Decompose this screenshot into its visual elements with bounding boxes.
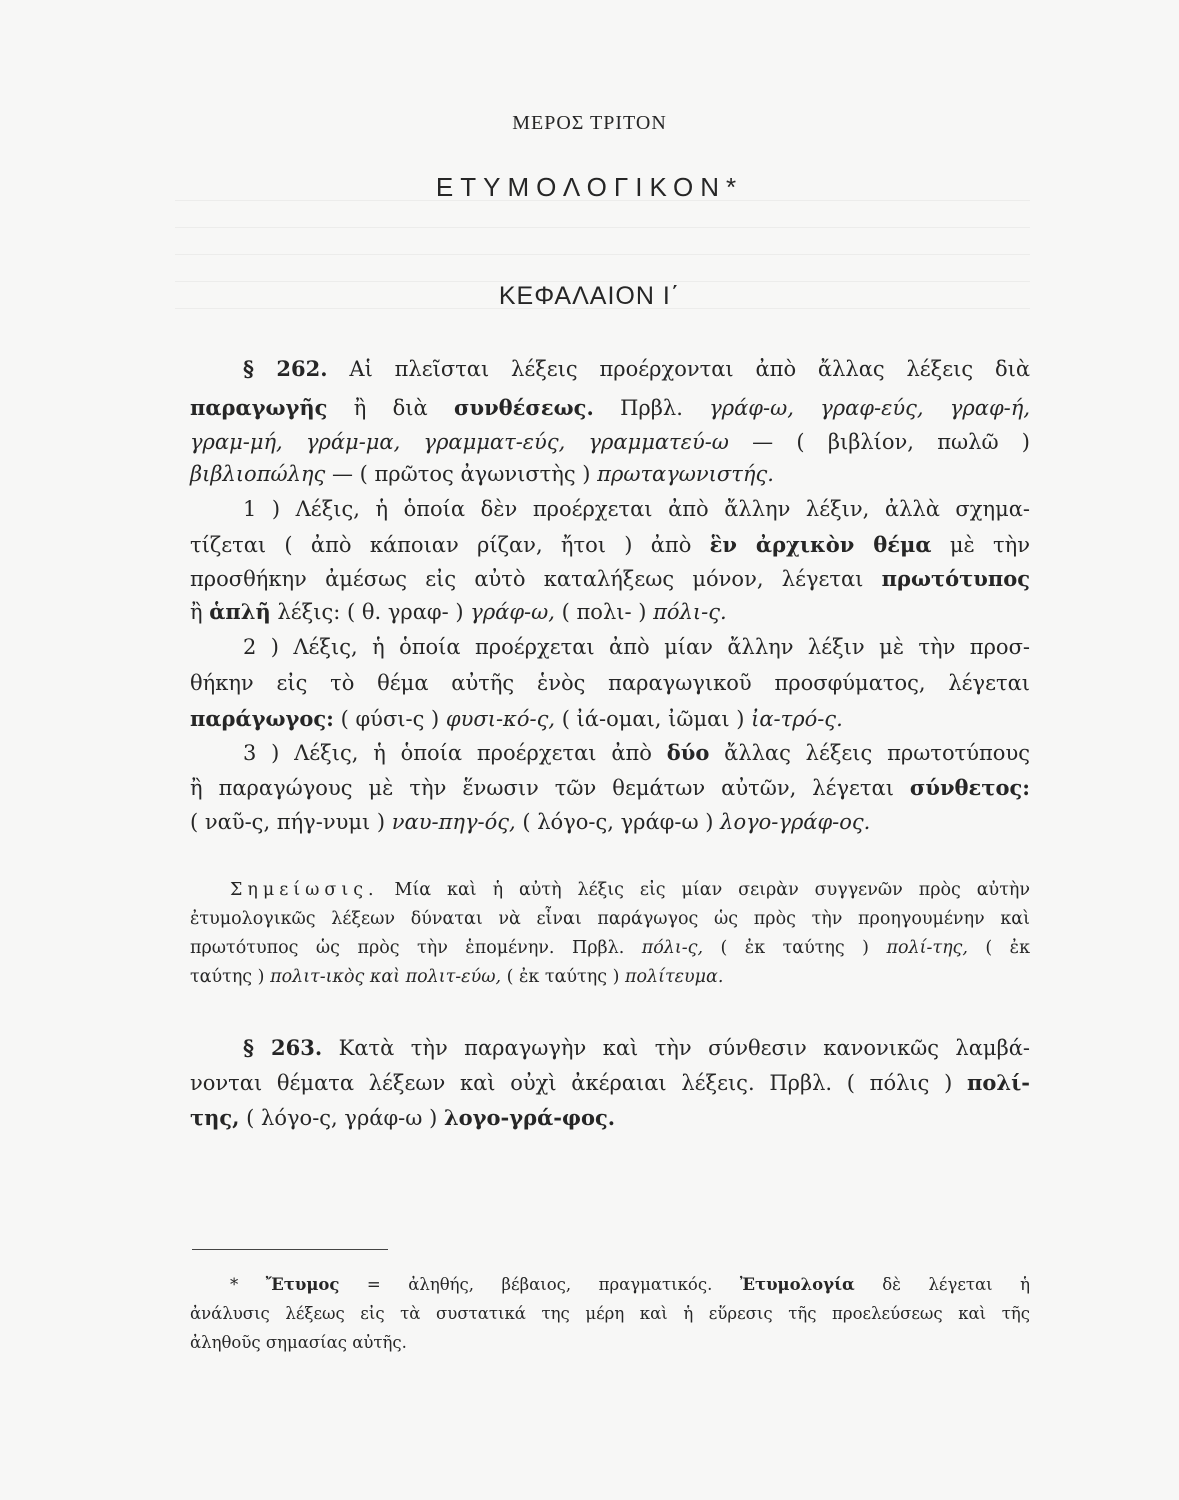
p3-line-2: ἢ παραγώγους μὲ τὴν ἕνωσιν τῶν θεμάτων αὐτῶν, λέγεται σύνθετος:: [190, 775, 1030, 800]
s262-line-3: γραμ-μή, γράμ-μα, γραμματ-εύς, γραμματεύ-ω — ( βιβλίον, πωλῶ ): [190, 430, 1031, 454]
s262-line-1: § 262. Αἱ πλεῖσται λέξεις προέρχονται ἀπὸ ἄλλας λέξεις διὰ: [243, 356, 1030, 381]
p2-line-3: παράγωγος: ( φύσι-ς ) φυσι-κό-ς, ( ἰά-ομαι, ἰῶμαι ) ἰα-τρό-ς.: [190, 706, 843, 731]
main-title: ΕΤΥΜΟΛΟΓΙΚΟΝ*: [435, 172, 744, 202]
s263-line-3: της, ( λόγο-ς, γράφ-ω ) λογο-γρά-φος.: [190, 1105, 616, 1130]
footnote-line-2: ἀνάλυσις λέξεως εἰς τὰ συστατικά της μέρη καὶ ἡ εὕρεσις τῆς προελεύσεως καὶ τῆς: [190, 1304, 1030, 1323]
note-line-3: πρωτότυπος ὡς πρὸς τὴν ἑπομένην. Πρβλ. πόλι-ς, ( ἐκ ταύτης ) πολί-της, ( ἐκ: [190, 938, 1031, 958]
part-title: ΜΕΡΟΣ ΤΡΙΤΟΝ: [512, 112, 667, 134]
show-through-texture: [175, 195, 1030, 335]
p1-line-3: προσθήκην ἀμέσως εἰς αὐτὸ καταλήξεως μόνον, λέγεται πρωτότυπος: [190, 566, 1030, 591]
section-number: § 263.: [243, 1035, 323, 1060]
note-line-2: ἐτυμολογικῶς λέξεων δύναται νὰ εἶναι παράγωγος ὡς πρὸς τὴν προηγουμένην καὶ: [190, 909, 1030, 929]
p2-line-2: θήκην εἰς τὸ θέμα αὐτῆς ἑνὸς παραγωγικοῦ προσφύματος, λέγεται: [190, 671, 1030, 695]
p1-line-1: 1 ) Λέξις, ἡ ὁποία δὲν προέρχεται ἀπὸ ἄλλην λέξιν, ἀλλὰ σχημα-: [243, 497, 1030, 521]
note-line-1: Σημείωσις. Μία καὶ ἡ αὐτὴ λέξις εἰς μίαν σειρὰν συγγενῶν πρὸς αὐτὴν: [230, 880, 1030, 900]
footnote-line-3: ἀληθοῦς σημασίας αὐτῆς.: [190, 1333, 407, 1352]
s263-line-2: νονται θέματα λέξεων καὶ οὐχὶ ἀκέραιαι λέξεις. Πρβλ. ( πόλις ) πολί-: [190, 1070, 1030, 1095]
s262-line-4: βιβλιοπώλης — ( πρῶτος ἀγωνιστὴς ) πρωταγωνιστής.: [190, 462, 774, 486]
p2-line-1: 2 ) Λέξις, ἡ ὁποία προέρχεται ἀπὸ μίαν ἄλλην λέξιν μὲ τὴν προσ-: [243, 635, 1030, 659]
footnote-line-1: * Ἔτυμος = ἀληθής, βέβαιος, πραγματικός. Ἐτυμολογία δὲ λέγεται ἡ: [230, 1275, 1030, 1294]
p3-line-1: 3 ) Λέξις, ἡ ὁποία προέρχεται ἀπὸ δύο ἄλλας λέξεις πρωτοτύπους: [243, 740, 1030, 765]
footnote-rule: [192, 1249, 388, 1250]
note-line-4: ταύτης ) πολιτ-ικὸς καὶ πολιτ-εύω, ( ἐκ ταύτης ) πολίτευμα.: [190, 967, 724, 987]
p3-line-3: ( ναῦ-ς, πήγ-νυμι ) ναυ-πηγ-ός, ( λόγο-ς, γράφ-ω ) λογο-γράφ-ος.: [190, 810, 871, 834]
chapter-title: ΚΕΦΑΛΑΙΟΝ Ι΄: [498, 282, 681, 310]
s263-line-1: § 263. Κατὰ τὴν παραγωγὴν καὶ τὴν σύνθεσιν κανονικῶς λαμβά-: [243, 1035, 1030, 1060]
section-number: § 262.: [243, 356, 328, 381]
p1-line-4: ἢ ἁπλῆ λέξις: ( θ. γραφ- ) γράφ-ω, ( πολι- ) πόλι-ς.: [190, 599, 727, 624]
p1-line-2: τίζεται ( ἀπὸ κάποιαν ρίζαν, ἤτοι ) ἀπὸ ἓν ἀρχικὸν θέμα μὲ τὴν: [190, 532, 1031, 557]
s262-line-2: παραγωγῆς ἢ διὰ συνθέσεως. Πρβλ. γράφ-ω, γραφ-εύς, γραφ-ή,: [190, 395, 1030, 420]
